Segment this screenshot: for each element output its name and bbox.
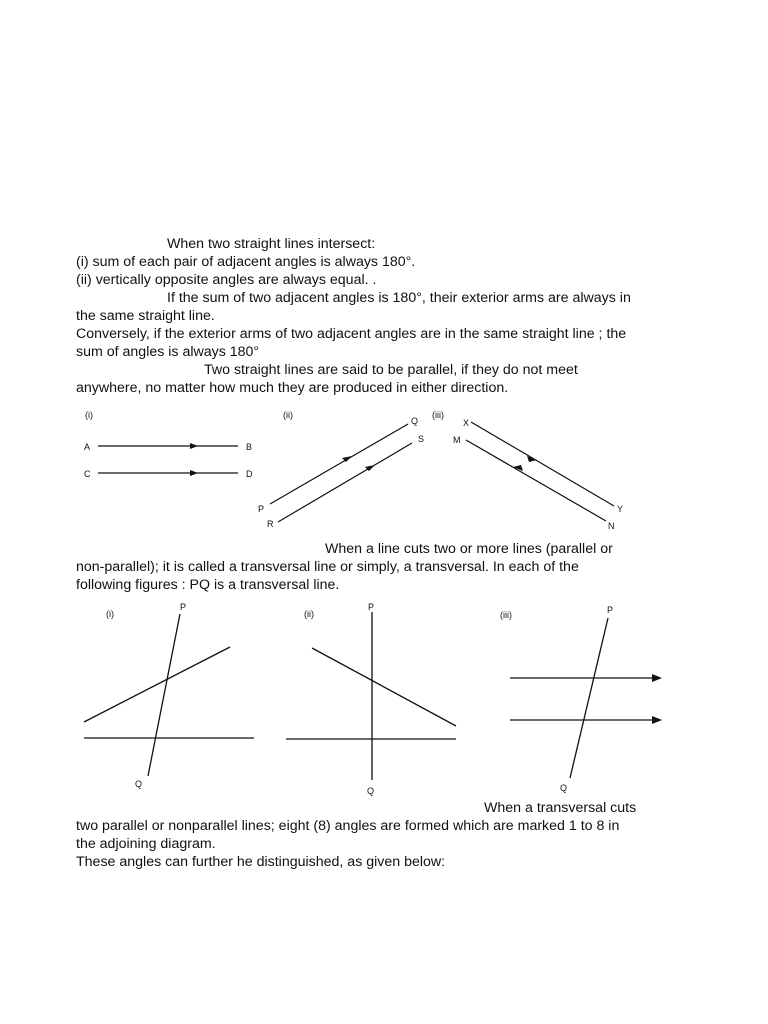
line-pq	[270, 424, 408, 504]
line-slanted	[84, 647, 230, 722]
label-p: P	[607, 605, 614, 615]
tag: (i)	[106, 609, 114, 619]
label-p: P	[258, 504, 265, 514]
transversal-figure-iii	[500, 605, 662, 793]
line-slanted	[312, 648, 456, 726]
text-converse-2: sum of angles is always 180°	[76, 344, 260, 360]
text-item-i: (i) sum of each pair of adjacent angles is always 180°.	[76, 254, 416, 270]
text-transversal-3: following figures : PQ is a transversal line.	[76, 577, 340, 593]
arrow-ab	[190, 443, 198, 449]
text-converse-1: Conversely, if the exterior arms of two adjacent angles are in the same straight line ; the	[76, 326, 627, 342]
text-intersect-heading	[76, 236, 676, 254]
transversal-figure-ii	[286, 602, 456, 796]
angles-line-1: When a transversal cuts	[484, 800, 637, 816]
text-parallel-1	[76, 362, 676, 380]
tag: (iii)	[432, 410, 444, 420]
label-q: Q	[367, 786, 375, 796]
text-transversal-2: non-parallel); it is called a transversal line or simply, a transversal. In each of the	[76, 559, 579, 575]
label-a: A	[84, 442, 91, 452]
text-exterior-arms-1	[76, 290, 676, 308]
arrow-lower	[652, 716, 662, 724]
label-s: S	[418, 434, 425, 444]
text-transversal-1	[76, 541, 676, 559]
label-p: P	[368, 602, 375, 612]
line-rs	[278, 443, 412, 522]
transversal-lines-figure	[70, 598, 690, 800]
tag: (iii)	[500, 610, 512, 620]
label-q: Q	[560, 783, 568, 793]
label-x: X	[463, 418, 470, 428]
parallel-figure-iii	[432, 410, 623, 531]
arrow-xy	[527, 456, 537, 462]
parallel-line-1: Two straight lines are said to be parallel, if they do not meet	[204, 362, 578, 378]
text-angles-4: These angles can further he distinguished, as given below:	[76, 854, 446, 870]
label-r: R	[267, 519, 274, 529]
text-angles-3: the adjoining diagram.	[76, 836, 216, 852]
text-parallel-2: anywhere, no matter how much they are produced in either direction.	[76, 380, 509, 396]
label-y: Y	[617, 504, 624, 514]
label-d: D	[246, 469, 253, 479]
label-c: C	[84, 469, 91, 479]
transversal-pq	[570, 618, 608, 778]
text-angles-1	[76, 800, 676, 818]
transversal-figure-i	[84, 602, 254, 789]
label-q: Q	[135, 779, 143, 789]
label-q: Q	[411, 416, 419, 426]
tag: (ii)	[304, 609, 314, 619]
label-n: N	[608, 521, 615, 531]
text-item-ii: (ii) vertically opposite angles are always equal. .	[76, 272, 377, 288]
line-mn	[466, 440, 606, 521]
intersect-heading: When two straight lines intersect:	[167, 236, 376, 252]
text-angles-2: two parallel or nonparallel lines; eight (8) angles are formed which are marked 1 to 8 in	[76, 818, 620, 834]
text-exterior-arms-2: the same straight line.	[76, 308, 215, 324]
label-p: P	[180, 602, 187, 612]
arrow-cd	[190, 470, 198, 476]
parallel-figure-i	[84, 410, 253, 479]
tag: (i)	[85, 410, 93, 420]
line-xy	[471, 422, 614, 506]
tag: (ii)	[283, 410, 293, 420]
exterior-arms-line-1: If the sum of two adjacent angles is 180°, their exterior arms are always in	[167, 290, 631, 306]
transversal-line-1: When a line cuts two or more lines (parallel or	[325, 541, 613, 557]
arrow-upper	[652, 674, 662, 682]
parallel-lines-figure	[70, 400, 690, 540]
parallel-figure-ii	[258, 410, 424, 529]
transversal-pq	[148, 614, 180, 776]
label-b: B	[246, 442, 253, 452]
label-m: M	[453, 435, 461, 445]
